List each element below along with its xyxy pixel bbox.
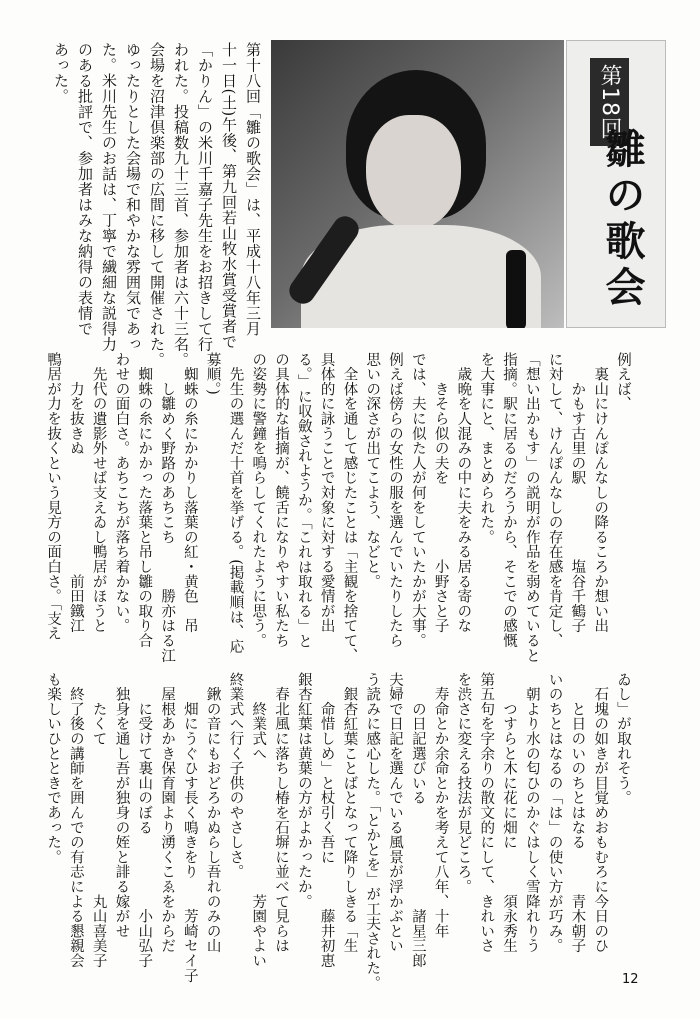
text-line: に受けて裏山のぼる 小山弘子 (136, 672, 153, 968)
text-line: わせの面白さ。あちこちが落ち着かない。 (113, 352, 130, 634)
text-line: 鍬の音にもおどろかぬらし吾れのみの山 (204, 672, 221, 954)
text-line: 裏山にけんぽんなしの降るころか想い出 (592, 352, 609, 634)
text-line: 「想い出かもす」の説明が作品を弱めていると (523, 352, 540, 663)
text-line: 具体的に詠うことで対象に対する愛情が出 (318, 352, 335, 634)
text-line: 先生の選んだ十首を挙げる。(掲載順は、応 (227, 352, 244, 654)
text-line: 例えば、 (615, 352, 631, 412)
text-line: る。」に収斂されようか。「これは取れる」と (295, 352, 312, 649)
text-line: を大事にと、まとめられた。 (478, 352, 495, 545)
text-line: と日のいのちとはなる 青木朝子 (569, 672, 586, 954)
text-line: いのちとはなるの「は」の使い方が巧み。 (546, 672, 563, 954)
text-line: 石塊の如きが目覚めおもむろに今日のひ (592, 672, 609, 954)
text-line: の日記選びいる 諸星三郎 (409, 672, 426, 968)
episode-label: 第18回 (590, 58, 629, 146)
text-line: かもす古里の駅 塩谷千鶴子 (569, 352, 586, 634)
intro-paragraph (49, 42, 265, 368)
text-line: きそら似の夫を 小野さと子 (432, 352, 449, 634)
text-line: 畑にうぐひす長く鳴きをり 芳崎セイ子 (181, 672, 198, 983)
text-line: 思いの深さが出てこよう、などと。 (364, 352, 381, 589)
text-line: を渋さに変える技法が見どころ。 (455, 672, 472, 894)
article-title: 雛の歌会 (599, 128, 646, 312)
photo-face (366, 115, 461, 230)
text-line: 終業式へ 芳園やよい (250, 672, 267, 968)
text-line: 終了後の講師を囲んでの有志による懇親会 (67, 672, 84, 968)
intro-line: 「かりん」の米川千嘉子先生をお招きして行 (196, 42, 214, 352)
text-line: に対して、けんぽんなしの存在感を肯定し、 (546, 352, 563, 648)
text-line: 蜘蛛の糸にかかった落葉と吊し雛の取り合 (136, 352, 153, 648)
page-number: 12 (622, 972, 639, 987)
mic-stand (506, 250, 526, 328)
intro-line: た。米川先生のお話は、丁寧で繊細な説得力 (100, 42, 118, 352)
text-line: 銀杏紅葉は黄葉の方がよかったか。 (295, 672, 312, 909)
text-line: 命惜しめ」と杖引く吾に 藤井初恵 (318, 672, 335, 968)
text-line: の姿勢に警鐘を鳴らしてくれたように思う。 (250, 352, 267, 648)
text-line: 屋根あかき保育園より湧くこゑをからだ (159, 672, 176, 954)
text-line: 募順。) (204, 352, 221, 396)
text-line: 例えば傍らの女性の服を選んでいたりしたら (387, 352, 404, 648)
text-line: も楽しいひとときであった。 (45, 672, 62, 865)
text-line: 夫婦で日記を選んでいる風景が浮かぶとい (387, 672, 404, 954)
text-line: 銀杏紅葉ことばとなって降りしきる「生 (341, 672, 358, 954)
text-line: 指摘。駅に居るのだろうから、そこでの感慨 (501, 352, 518, 648)
text-line: 春北風に落ちし椿を石塀に並べて見らは (273, 672, 290, 954)
text-line: 第五句を字余りの散文的にして、きれいさ (478, 672, 495, 954)
text-line: では、夫に似た人が何をしていたかが大事。 (409, 352, 426, 648)
text-line: 力を抜きぬ 前田鐵江 (67, 352, 84, 634)
middle-text-block (41, 352, 634, 663)
intro-line: 第十八回「雛の歌会」は、平成十八年三月 (244, 42, 262, 337)
intro-line: のある批評で、参加者はみな納得の表情で (76, 42, 94, 337)
text-line: う読みに感心した。「とかとを」が工夫された。 (364, 672, 381, 991)
text-line: 終業式へ行く子供のやさしさ。 (227, 672, 244, 880)
text-line: し雛めく野路のあちこち 勝亦はる江 (159, 352, 176, 663)
text-line: つすらと木に花に畑に 須永秀生 (501, 672, 518, 954)
text-line: 蜘蛛の糸にかかりし落葉の紅・黄色 吊 (181, 352, 198, 634)
text-line: の具体的な指摘が、饒舌になりやすい私たち (273, 352, 290, 648)
text-line: 歳晩を人混みの中に夫をみる居る寄のな (455, 352, 472, 634)
text-line: 鴨居が力を抜くという見方の面白さ。「支え (45, 352, 62, 641)
speaker-photo (271, 40, 564, 328)
intro-line: 会場を沼津倶楽部の広間に移して開催された。 (148, 42, 166, 368)
intro-line: われた。投稿数九十三首、参加者は六十三名。 (172, 42, 190, 368)
intro-line: あった。 (52, 42, 70, 104)
intro-line: 十一日(土)午後、第九回若山牧水賞受賞者で (220, 42, 238, 350)
text-line: たくて 丸山喜美子 (90, 672, 107, 968)
text-line: 先代の遺影外せば支えゐし鴨居がほうと (90, 352, 107, 634)
text-line: 朝より水の匂ひのかぐはしく雪降れりう (523, 672, 540, 954)
text-line: 独身を通し吾が独身の姪と誹る嫁がせ (113, 672, 130, 939)
text-line: ゐし」が取れそう。 (615, 672, 631, 806)
intro-line: ゆったりとした会場で和やかな雰囲気であっ (124, 42, 142, 352)
text-line: 寿命とか余命とかを考えて八年、十年 (432, 672, 449, 939)
text-line: 全体を通して感じたことは「主観を捨てて、 (341, 352, 358, 663)
